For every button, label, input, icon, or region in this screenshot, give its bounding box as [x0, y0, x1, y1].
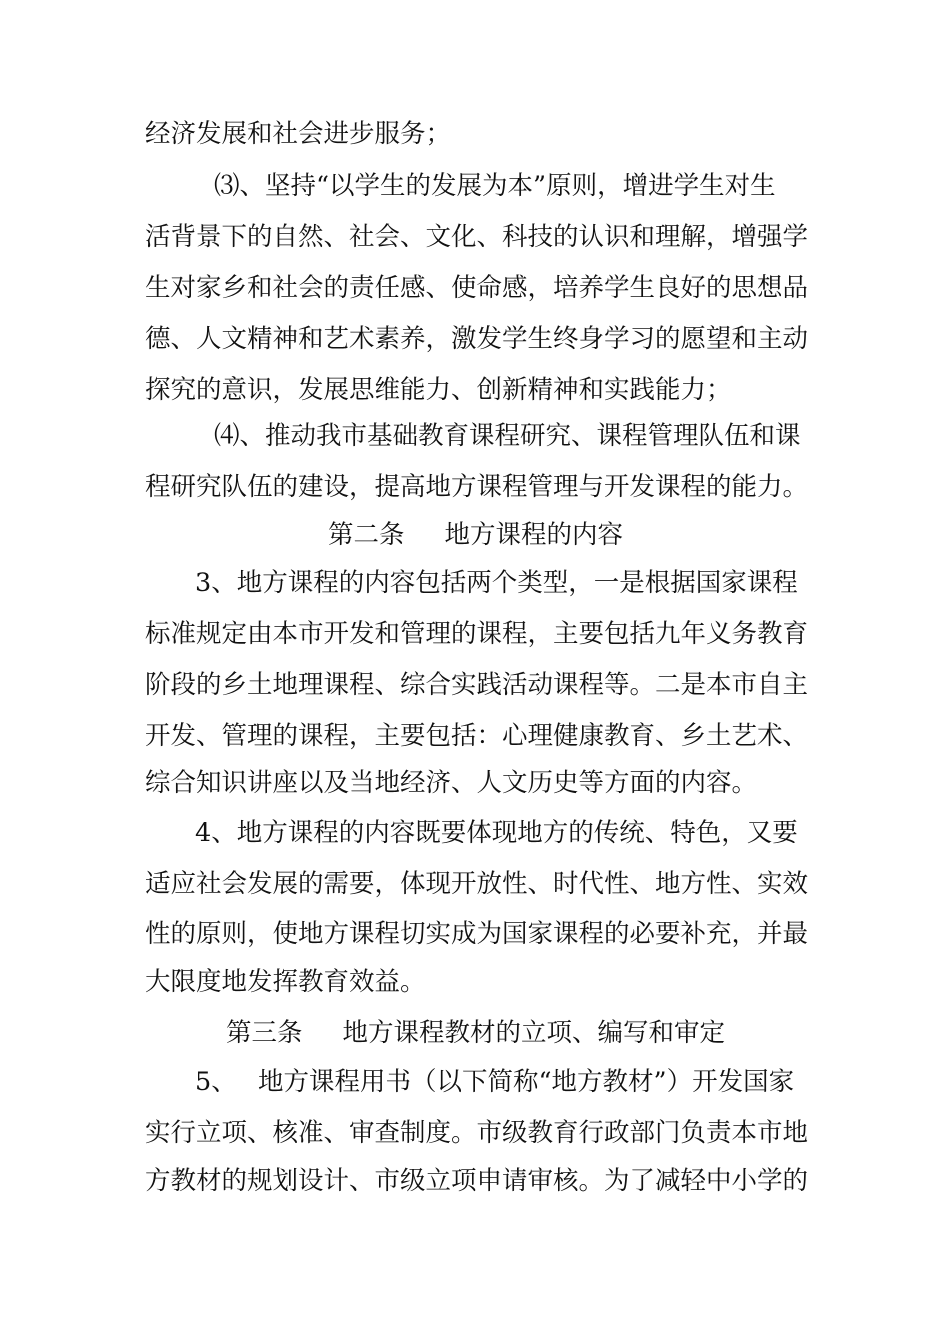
text-line: 德、人文精神和艺术素养，激发学生终身学习的愿望和主动	[145, 324, 809, 354]
text-line: 3、地方课程的内容包括两个类型，一是根据国家课程	[195, 568, 798, 598]
text-line: 阶段的乡土地理课程、综合实践活动课程等。二是本市自主	[145, 670, 809, 700]
text-line: 活背景下的自然、社会、文化、科技的认识和理解，增强学	[145, 222, 809, 252]
text-line: ⑷、推动我市基础教育课程研究、课程管理队伍和课	[214, 421, 801, 451]
text-line: 性的原则，使地方课程切实成为国家课程的必要补充，并最	[145, 919, 809, 949]
text-line: 综合知识讲座以及当地经济、人文历史等方面的内容。	[145, 768, 758, 798]
section-number: 第三条	[226, 1018, 303, 1048]
text-line: ⑶、坚持“以学生的发展为本”原则，增进学生对生	[214, 171, 776, 201]
text-line: 方教材的规划设计、市级立项申请审核。为了减轻中小学的	[145, 1166, 809, 1196]
text-line: 4、地方课程的内容既要体现地方的传统、特色，又要	[195, 818, 798, 848]
text-line: 5、	[195, 1067, 237, 1097]
text-line: 适应社会发展的需要，体现开放性、时代性、地方性、实效	[145, 869, 809, 899]
section-number: 第二条	[328, 520, 405, 550]
section-title: 地方课程的内容	[444, 520, 624, 550]
text-line: 地方课程用书（以下简称“地方教材”）开发国家	[258, 1067, 795, 1097]
text-line: 实行立项、核准、审查制度。市级教育行政部门负责本市地	[145, 1118, 809, 1148]
section-heading	[328, 517, 623, 553]
text-line: 探究的意识，发展思维能力、创新精神和实践能力；	[145, 375, 732, 405]
text-line: 大限度地发挥教育效益。	[145, 967, 426, 997]
section-title: 地方课程教材的立项、编写和审定	[342, 1018, 726, 1048]
text-line: 生对家乡和社会的责任感、使命感，培养学生良好的思想品	[145, 273, 809, 303]
text-line: 标准规定由本市开发和管理的课程，主要包括九年义务教育	[145, 619, 809, 649]
text-line: 经济发展和社会进步服务；	[145, 119, 452, 149]
text-line: 开发、管理的课程，主要包括：心理健康教育、乡土艺术、	[145, 721, 809, 751]
section-heading	[226, 1015, 725, 1051]
text-line: 程研究队伍的建设，提高地方课程管理与开发课程的能力。	[145, 472, 809, 502]
